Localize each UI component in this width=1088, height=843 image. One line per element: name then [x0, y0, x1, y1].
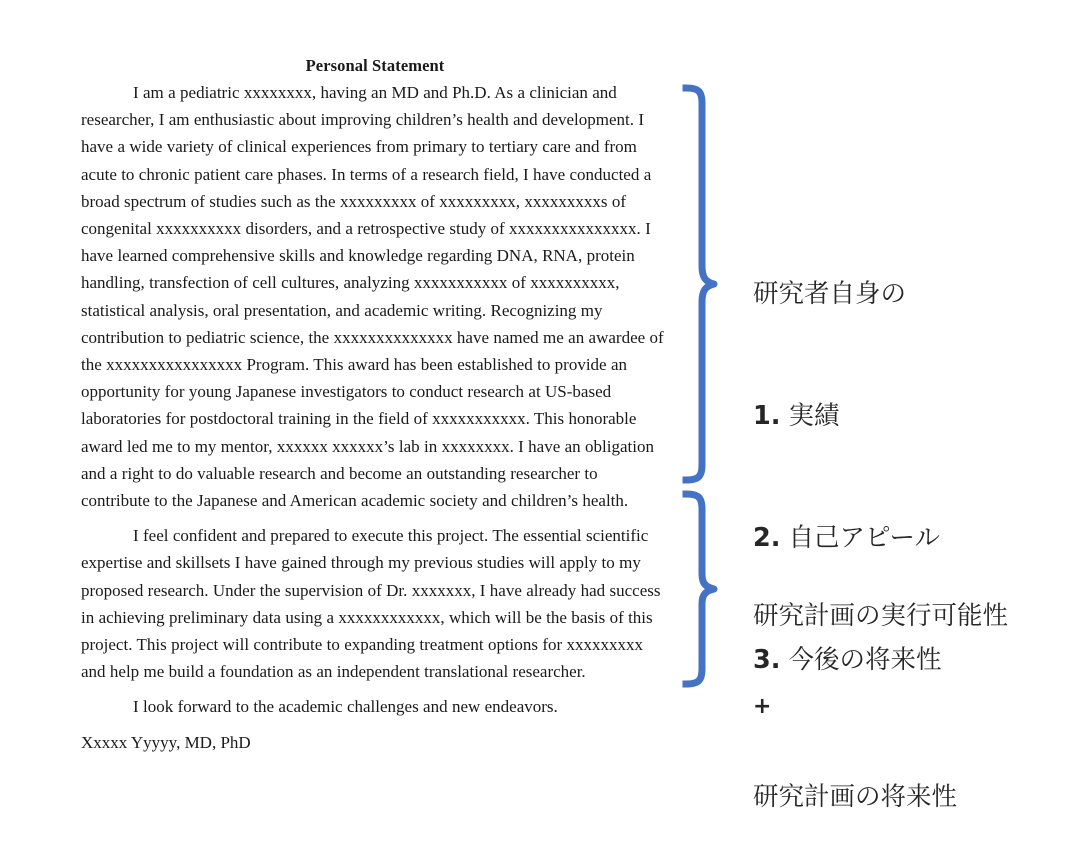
brace-top: [678, 82, 722, 486]
paragraph-spacer: [81, 685, 669, 693]
annotation-heading: 研究者自身の: [753, 279, 907, 309]
annotation-item-3-number: 3.: [753, 645, 781, 675]
brace-bottom-icon: [678, 489, 722, 689]
annotation-research-plan: [753, 540, 1008, 843]
page-title: Personal Statement: [305, 56, 445, 75]
annotation-plan-feasibility: 研究計画の実行可能性: [753, 601, 1009, 631]
annotation-item-1-label: 実績: [788, 401, 840, 431]
paragraph-personal-background: I am a pediatric xxxxxxxx, having an MD and Ph.D. As a clinician and researcher, I am enthusiastic about improving children’s health and development. I have a wide variety of clinical experiences from primary to tertiary care and from acute to chronic patient care phases. In terms of a research field, I have conducted a broad spectrum of studies such as the xxxxxxxxx of xxxxxxxxx, xxxxxxxxxs of congenital xxxxxxxxxx disorders, and a retrospective study of xxxxxxxxxxxxxxx. I have learned comprehensive skills and knowledge regarding DNA, RNA, protein handling, transfection of cell cultures, analyzing xxxxxxxxxxx of xxxxxxxxxx, statistical analysis, oral presentation, and academic writing. Recognizing my contribution to pediatric science, the xxxxxxxxxxxxxx have named me an awardee of the xxxxxxxxxxxxxxxx Program. This award has been established to provide an opportunity for young Japanese investigators to conduct research at US-based laboratories for postdoctoral training in the field of xxxxxxxxxxx. This honorable award led me to my mentor, xxxxxx xxxxxx’s lab in xxxxxxxx. I have an obligation and a right to do valuable research and become an outstanding researcher to contribute to the Japanese and American academic society and children’s health.: [81, 83, 664, 511]
annotation-item-3-label: 今後の将来性: [788, 645, 942, 675]
annotation-item-2-label: 自己アピール: [788, 523, 941, 553]
brace-bottom: [678, 489, 722, 689]
annotation-item-1: [753, 401, 942, 432]
annotation-item-2-number: 2.: [753, 523, 781, 553]
annotation-plan-future: 研究計画の将来性: [753, 781, 958, 812]
paragraph-spacer: [81, 514, 669, 522]
brace-top-icon: [678, 82, 722, 486]
paragraph-spacer: [81, 721, 669, 729]
signature-line: Xxxxx Yyyyy, MD, PhD: [81, 732, 251, 752]
annotation-item-1-number: 1.: [753, 401, 781, 431]
document-body: [81, 52, 669, 756]
paragraph-closing: I look forward to the academic challenges and new endeavors.: [133, 697, 558, 717]
paragraph-project-feasibility: I feel confident and prepared to execute this project. The essential scientific expertise and skillsets I have gained through my previous studies will apply to my proposed research. Under the supervision of Dr. xxxxxxx, I have already had success in achieving preliminary data using a xxxxxxxxxxxx, which will be the basis of this project. This project will contribute to expanding treatment options for xxxxxxxxx and help me build a foundation as an independent translational researcher.: [81, 526, 661, 682]
annotation-plus-sign: +: [753, 693, 772, 719]
